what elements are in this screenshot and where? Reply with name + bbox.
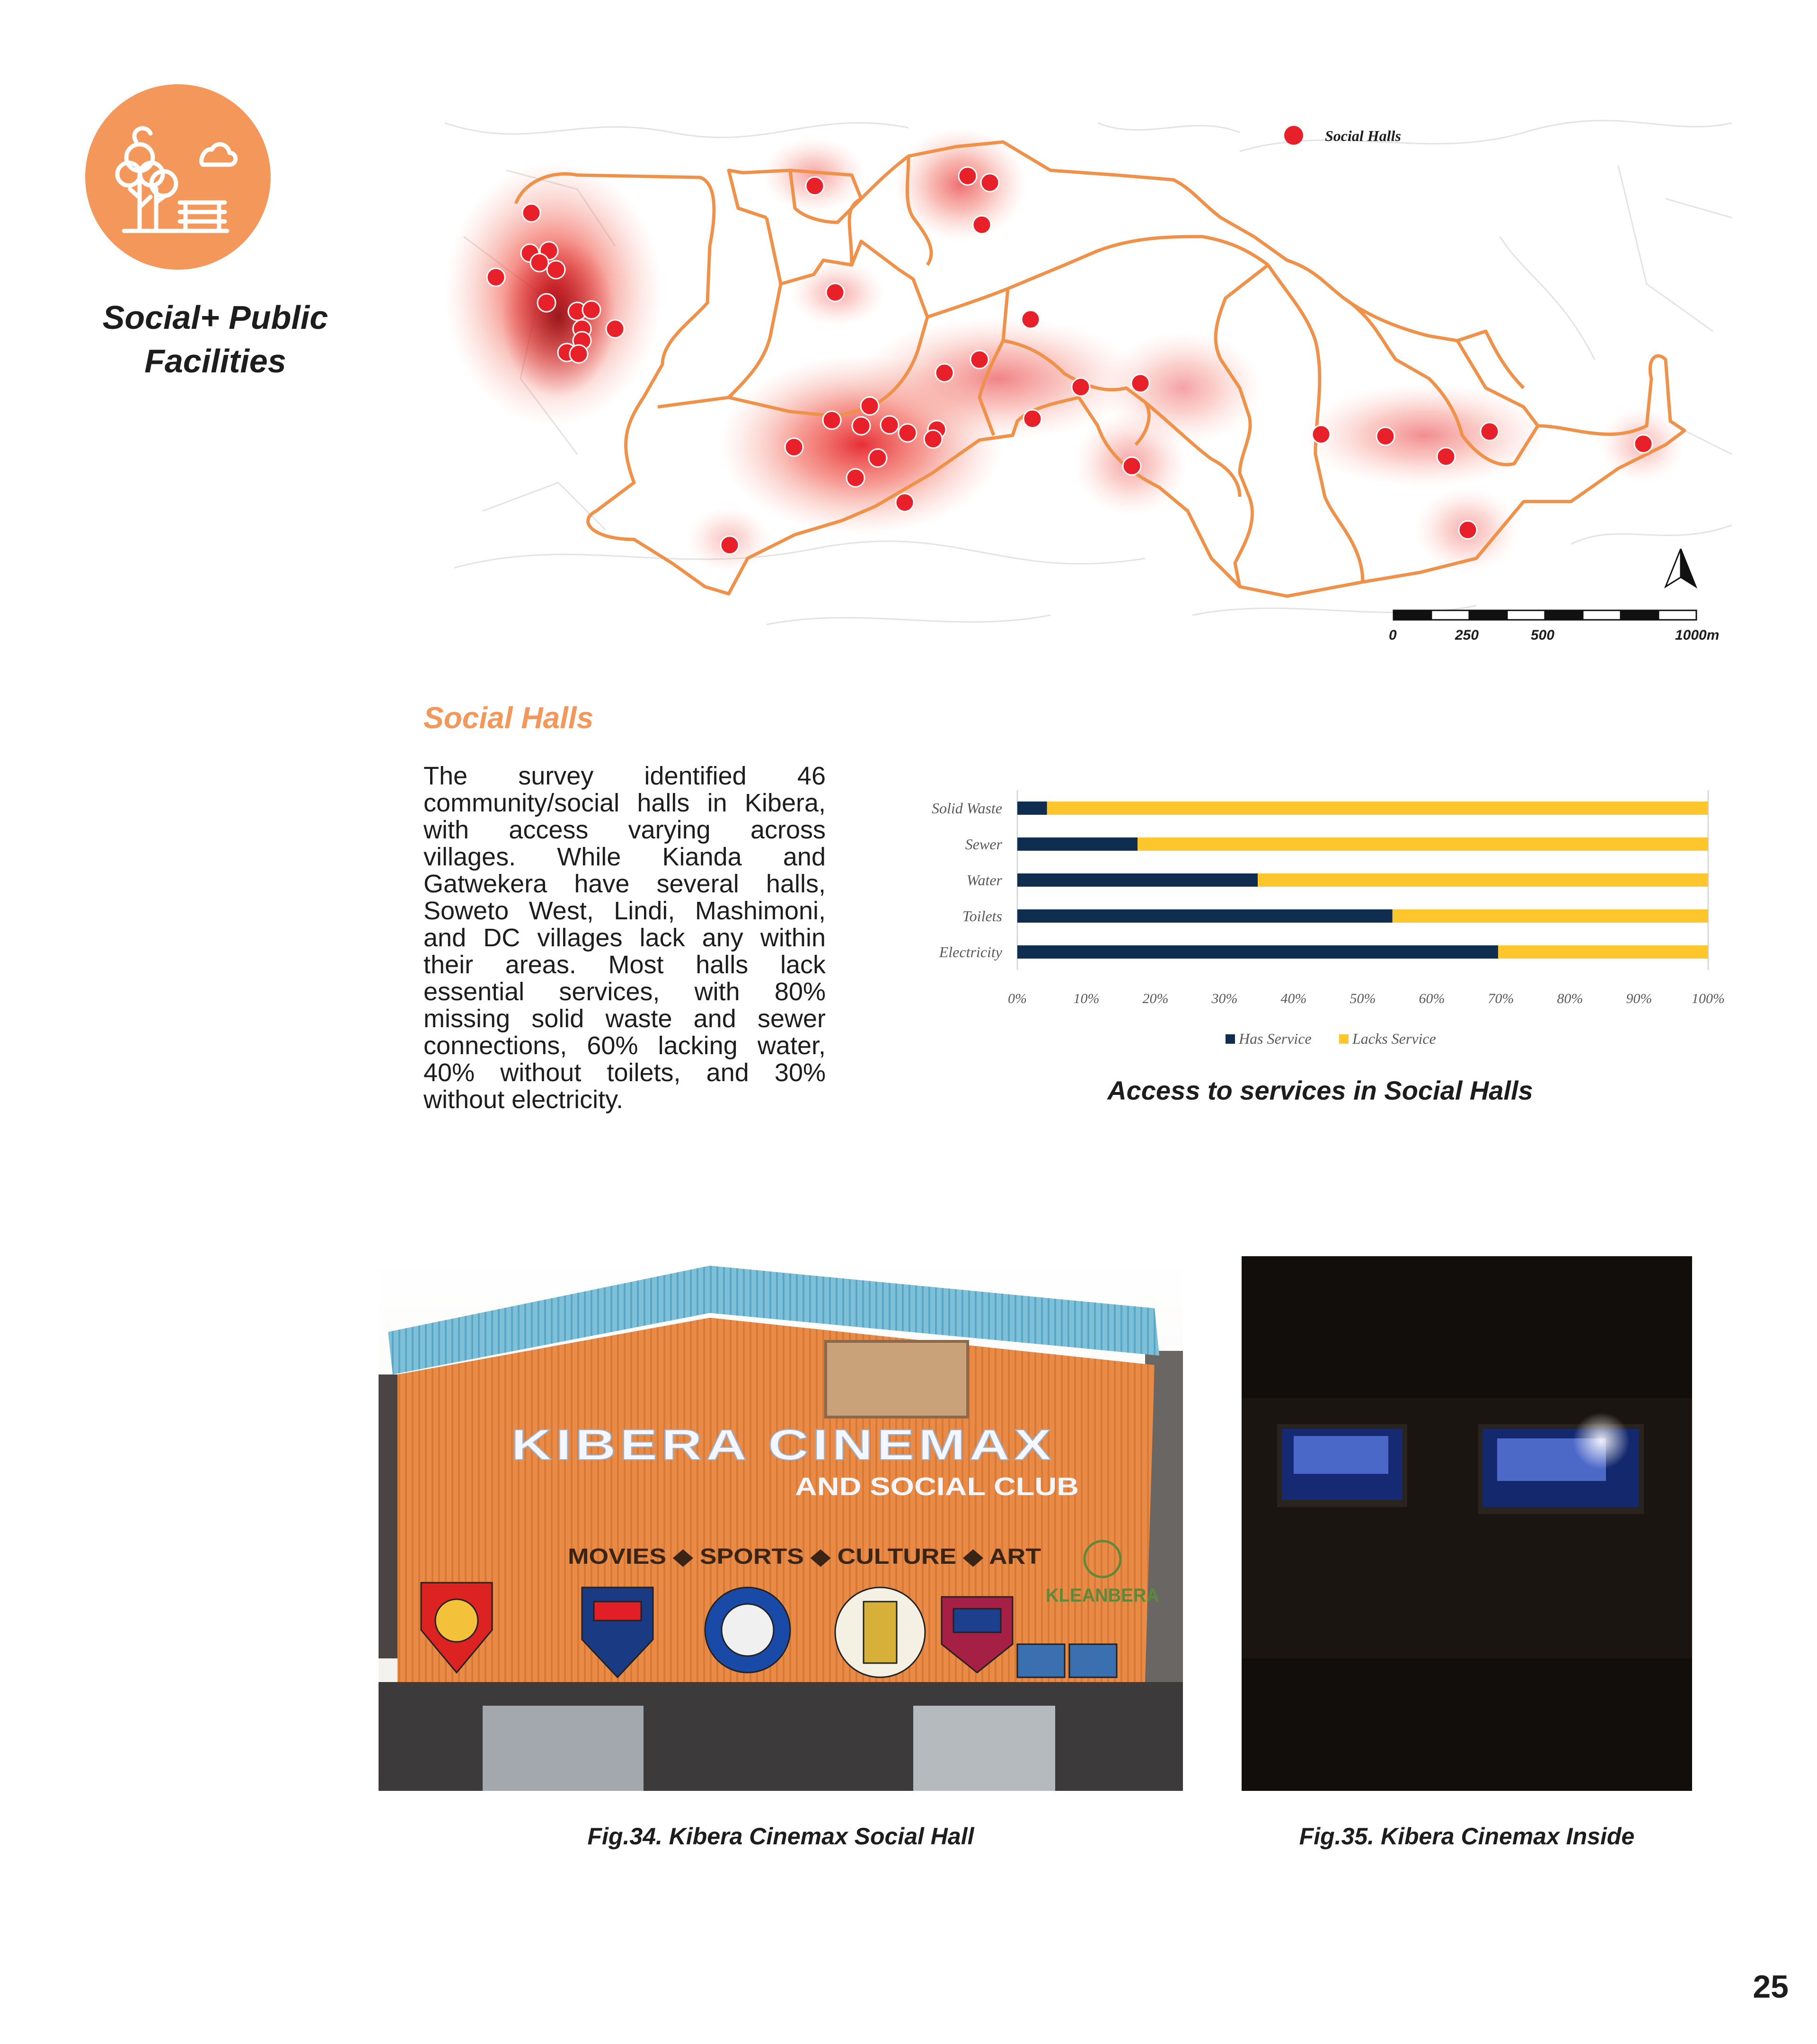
scale-label-1000: 1000m — [1675, 627, 1720, 643]
scale-bar — [1394, 610, 1696, 620]
chart-category-label: Solid Waste — [931, 800, 1002, 817]
chart-category-label: Toilets — [962, 907, 1002, 925]
chart-category-label: Electricity — [939, 943, 1002, 960]
section-title-line1: Social+ Public — [102, 299, 328, 336]
chart-bar-lacks-service — [1138, 837, 1708, 851]
chart-legend-label: Has Service — [1239, 1030, 1312, 1047]
social-halls-heading: Social Halls — [423, 701, 594, 735]
park-tree-bench-icon — [85, 84, 271, 270]
hall-marker — [973, 216, 991, 234]
hall-marker — [823, 411, 841, 429]
hall-marker — [1023, 410, 1041, 428]
density-heatmap — [445, 128, 1685, 573]
scale-label-0: 0 — [1389, 627, 1397, 643]
chart-bar-has-service — [1017, 837, 1138, 851]
sign-activities: MOVIES ◆ SPORTS ◆ CULTURE ◆ ART — [568, 1544, 1041, 1568]
chart-caption: Access to services in Social Halls — [1107, 1075, 1533, 1105]
chart-x-tick: 0% — [1008, 991, 1027, 1006]
chart-bar-has-service — [1017, 873, 1258, 887]
chart-bar-lacks-service — [1258, 873, 1708, 887]
hall-marker — [1312, 425, 1330, 443]
map-legend — [1284, 126, 1401, 145]
hall-marker — [970, 351, 988, 369]
hall-marker — [1131, 374, 1149, 392]
chart-legend-label: Lacks Service — [1352, 1030, 1436, 1047]
hall-marker — [869, 449, 887, 467]
chart-bar-lacks-service — [1393, 909, 1708, 923]
chart-x-tick: 70% — [1488, 991, 1514, 1006]
scale-label-500: 500 — [1531, 627, 1555, 643]
hall-marker — [530, 254, 548, 272]
hall-marker — [785, 438, 803, 456]
hall-marker — [924, 430, 942, 448]
hall-marker — [896, 493, 914, 511]
hall-marker — [538, 294, 556, 312]
hall-marker — [547, 261, 565, 279]
hall-marker — [806, 177, 824, 195]
hall-marker — [721, 536, 739, 554]
page-number: 25 — [1753, 1969, 1789, 2005]
legend-marker — [1284, 126, 1303, 145]
section-title-line2: Facilities — [144, 343, 286, 379]
scale-labels — [1389, 627, 1719, 643]
chart-x-tick: 10% — [1073, 991, 1100, 1006]
hall-marker — [1376, 427, 1394, 445]
hall-marker — [1072, 378, 1090, 396]
hall-marker — [935, 364, 953, 382]
hall-marker — [1437, 448, 1455, 466]
fig-35-photo — [1242, 1256, 1692, 1791]
chart-legend-swatch — [1226, 1034, 1235, 1044]
legend-label: Social Halls — [1325, 127, 1401, 144]
chart-category-label: Water — [966, 872, 1002, 889]
chart-x-tick: 60% — [1419, 991, 1445, 1006]
chart-bar-lacks-service — [1047, 802, 1708, 815]
chart-category-label: Sewer — [965, 836, 1002, 853]
hall-marker — [1123, 457, 1141, 475]
hall-marker — [1634, 435, 1652, 453]
section-icon-circle — [85, 84, 271, 270]
chart-x-tick: 100% — [1692, 991, 1725, 1006]
chart-x-tick: 80% — [1557, 991, 1583, 1006]
hall-marker — [522, 204, 540, 222]
hall-marker — [826, 283, 844, 301]
sign-title: KIBERA CINEMAX — [511, 1421, 1055, 1469]
hall-marker — [1022, 310, 1040, 328]
sign-sponsor: KLEANBERA — [1046, 1585, 1159, 1606]
services-access-chart — [890, 776, 1725, 1060]
hall-marker — [1481, 423, 1499, 441]
hall-marker — [487, 268, 505, 286]
chart-legend-swatch — [1339, 1034, 1349, 1044]
hall-marker — [847, 469, 864, 487]
fig-34-photo — [379, 1256, 1183, 1791]
north-arrow-icon — [1666, 549, 1696, 587]
fig-34-caption: Fig.34. Kibera Cinemax Social Hall — [587, 1823, 974, 1850]
section-title — [57, 296, 374, 383]
chart-bar-lacks-service — [1498, 945, 1708, 959]
fig-35-caption: Fig.35. Kibera Cinemax Inside — [1299, 1823, 1635, 1850]
chart-bar-has-service — [1017, 802, 1047, 815]
sign-subtitle: AND SOCIAL CLUB — [795, 1472, 1079, 1501]
hall-marker — [861, 397, 879, 415]
hall-marker — [1459, 521, 1477, 539]
chart-x-tick: 50% — [1350, 991, 1376, 1006]
scale-label-250: 250 — [1455, 627, 1479, 643]
social-halls-map — [435, 95, 1741, 653]
hall-marker — [582, 301, 600, 319]
hall-marker — [852, 417, 870, 435]
chart-x-tick: 90% — [1626, 991, 1652, 1006]
hall-marker — [899, 424, 917, 442]
hall-marker — [881, 416, 899, 434]
social-halls-body: The survey identified 46 community/social halls in Kibera, with access varying across villages. While Kianda and Gatwekera have several halls, Soweto West, Lindi, Mashimoni, and DC villages lack any within their areas. Most halls lack essential services, with 80% missing solid waste and sewer connections, 60% lacking water, 40% without toilets, and 30% without electricity. — [423, 762, 826, 1114]
chart-x-tick: 20% — [1142, 991, 1169, 1006]
chart-bar-has-service — [1017, 909, 1393, 923]
hall-marker — [959, 167, 977, 185]
chart-x-tick: 30% — [1211, 991, 1238, 1006]
chart-bar-has-service — [1017, 945, 1498, 959]
hall-marker — [981, 174, 999, 192]
hall-marker — [606, 320, 624, 338]
hall-marker — [570, 345, 588, 363]
chart-x-tick: 40% — [1280, 991, 1307, 1006]
